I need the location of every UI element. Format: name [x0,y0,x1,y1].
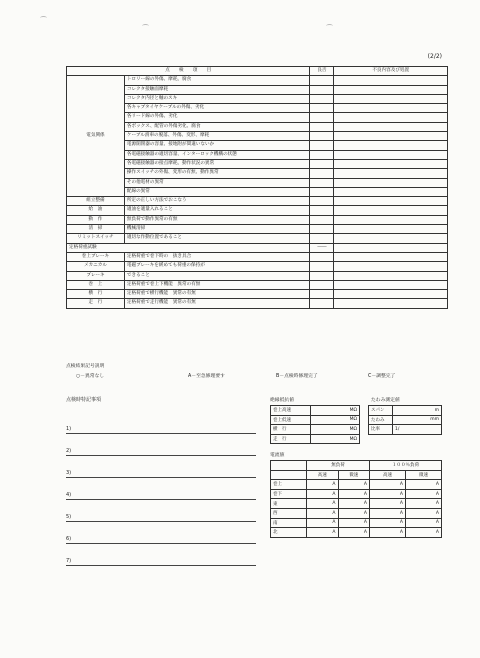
table-row [271,528,442,538]
current-cell[interactable]: A [338,518,370,528]
table-row [67,150,448,159]
detail-cell[interactable] [334,215,448,224]
good-cell[interactable] [310,225,334,234]
current-cell[interactable]: A [307,480,339,490]
table-row [67,85,448,94]
table-row [67,76,448,85]
deflection-label: スパン [369,406,393,416]
table-row [271,518,442,528]
table-row [271,415,360,425]
note-number: 4) [66,492,72,498]
good-cell[interactable] [310,159,334,168]
good-cell[interactable] [310,178,334,187]
detail-cell[interactable] [334,169,448,178]
good-cell[interactable] [310,262,334,271]
item-cell: 各電磁接触器の接点摩耗、動作状況の異常 [124,159,310,168]
table-row [67,141,448,150]
current-cell[interactable]: A [307,489,339,499]
current-cell[interactable]: A [406,499,442,509]
good-cell[interactable] [310,141,334,150]
table-row [67,113,448,122]
table-row [67,280,448,289]
detail-cell[interactable] [334,150,448,159]
detail-cell[interactable] [334,76,448,85]
header-detail: 不良内容及び処置 [334,67,448,76]
table-row [271,499,442,509]
good-cell[interactable] [310,215,334,224]
current-cell[interactable]: A [406,508,442,518]
good-cell[interactable] [310,290,334,299]
table-row [67,290,448,299]
table-row [271,406,360,416]
deflection-unit[interactable]: 1/ [393,425,442,435]
deflection-unit[interactable]: m [393,406,442,416]
table-row [67,104,448,113]
table-row [271,489,442,499]
current-cell[interactable]: A [338,528,370,538]
note-number: 6) [66,536,72,542]
current-cell[interactable]: A [370,499,406,509]
good-cell[interactable] [310,150,334,159]
good-cell[interactable] [310,299,334,308]
detail-cell[interactable] [334,252,448,261]
item-cell: トロリー線の外傷、摩耗、腐食 [124,76,310,85]
load-test-mark: ―― [310,243,334,252]
deflection-unit[interactable]: mm [393,415,442,425]
current-label: 西 [271,508,307,518]
detail-cell[interactable] [334,290,448,299]
detail-cell[interactable] [334,234,448,243]
table-row [67,262,448,271]
legend-item: B－点検時修理完了 [276,374,318,379]
detail-cell[interactable] [334,206,448,215]
detail-cell[interactable] [334,113,448,122]
special-notes-list [66,412,256,566]
table-row [271,508,442,518]
current-cell[interactable]: A [370,489,406,499]
insulation-label: 巻上低速 [271,415,311,425]
note-line[interactable] [66,456,256,478]
legend-title: 点検結果記号説明 [66,364,105,369]
table-row [369,406,442,416]
detail-cell[interactable] [334,280,448,289]
detail-cell[interactable] [334,271,448,280]
item-cell: 各ボックス、配管の外傷劣化、腐食 [124,122,310,131]
page-number: (2/2) [427,53,442,60]
detail-cell[interactable] [334,132,448,141]
table-row [67,159,448,168]
punch-hole-mark [142,24,149,28]
current-label: 巻上 [271,480,307,490]
deflection-title: たわみ測定値 [371,398,400,403]
category-cell: 組立整備 [67,197,125,206]
current-cell[interactable]: A [338,480,370,490]
good-cell[interactable] [310,122,334,131]
detail-cell[interactable] [334,141,448,150]
note-line[interactable] [66,500,256,522]
deflection-label: 比率 [369,425,393,435]
insulation-label: 走 行 [271,434,311,444]
detail-cell[interactable] [334,178,448,187]
item-cell: 各キャブタイヤケーブルの外傷、劣化 [124,104,310,113]
deflection-table [368,405,442,435]
category-cell: リミットスイッチ [67,234,125,243]
sub-header: 高速 [370,470,406,480]
note-number: 1) [66,426,72,432]
item-cell: 適切な作動位置であること [124,234,310,243]
load-test-title: 定格荷重試験 [67,243,310,252]
table-row [67,94,448,103]
table-row [67,132,448,141]
current-cell[interactable]: A [307,518,339,528]
current-label: 北 [271,528,307,538]
detail-cell[interactable] [334,122,448,131]
current-cell[interactable]: A [338,489,370,499]
item-cell: 適油を適量入れること [124,206,310,215]
special-notes-title: 点検時特記事項 [66,397,102,403]
insulation-unit[interactable]: MΩ [311,434,360,444]
current-label: 巻下 [271,489,307,499]
category-cell: ブレーキ [67,271,125,280]
detail-cell[interactable] [334,243,448,252]
category-cell: 走 行 [67,299,125,308]
category-electrical: 電気関係 [67,76,125,197]
table-header-row [271,461,442,471]
punch-hole-mark [326,24,333,28]
table-row [67,169,448,178]
item-cell: コレクタ接触面摩耗 [124,85,310,94]
table-row [369,425,442,435]
note-line[interactable] [66,434,256,456]
category-cell: 清 掃 [67,225,125,234]
good-cell[interactable] [310,271,334,280]
note-line[interactable] [66,544,256,566]
current-title: 電流値 [270,453,285,458]
category-cell: 横 行 [67,290,125,299]
good-cell[interactable] [310,104,334,113]
item-cell: 定格荷重で巻下時の 抜き具合 [124,252,310,261]
current-cell[interactable]: A [307,528,339,538]
item-cell: 機械清掃 [124,225,310,234]
current-label: 南 [271,518,307,528]
current-cell[interactable]: A [338,508,370,518]
detail-cell[interactable] [334,299,448,308]
table-row [271,480,442,490]
current-label: 東 [271,499,307,509]
detail-cell[interactable] [334,225,448,234]
detail-cell[interactable] [334,197,448,206]
insulation-table [270,405,360,444]
item-cell: 無負荷で動作異常の有無 [124,215,310,224]
table-row [67,252,448,261]
good-cell[interactable] [310,94,334,103]
category-cell: 給 油 [67,206,125,215]
group-header: 無負荷 [307,461,370,471]
item-cell: 定格荷重で走行機能 異常の有無 [124,299,310,308]
insulation-unit[interactable]: MΩ [311,406,360,416]
item-cell: 定格荷重で巻上下機能 異常の有無 [124,280,310,289]
item-cell: 配線の異常 [124,187,310,196]
item-cell: 各電磁接触器の適切容量、インターロック機構の状態 [124,150,310,159]
header-good: 良否 [310,67,334,76]
table-row [67,122,448,131]
item-cell: 電磁ブレーキを緩めても荷重の保持が [124,262,310,271]
current-cell[interactable]: A [307,508,339,518]
note-line[interactable] [66,478,256,500]
table-row [67,197,448,206]
deflection-label: たわみ [369,415,393,425]
category-cell: メカニカル [67,262,125,271]
sub-header: 微速 [338,470,370,480]
detail-cell[interactable] [334,104,448,113]
load-test-row [67,243,448,252]
item-cell: ケーブル滑車の脱落、外傷、変形、摩耗 [124,132,310,141]
category-cell: 巻 上 [67,280,125,289]
current-cell[interactable]: A [338,499,370,509]
table-row [369,415,442,425]
item-cell: 各リード線の外傷、劣化 [124,113,310,122]
header-item: 点 検 項 目 [67,67,310,76]
sub-header: 微速 [406,470,442,480]
blank-cell [271,470,307,480]
item-cell: 所定の正しい方法でおこなう [124,197,310,206]
current-cell[interactable]: A [307,499,339,509]
good-cell[interactable] [310,169,334,178]
table-row [67,234,448,243]
good-cell[interactable] [310,187,334,196]
good-cell[interactable] [310,252,334,261]
current-cell[interactable]: A [406,528,442,538]
good-cell[interactable] [310,85,334,94]
current-cell[interactable]: A [370,528,406,538]
current-cell[interactable]: A [406,480,442,490]
current-cell[interactable]: A [406,489,442,499]
category-cell: 動 作 [67,215,125,224]
item-cell: 操作スイッチの外傷、変形の有無、動作異常 [124,169,310,178]
current-cell[interactable]: A [370,518,406,528]
good-cell[interactable] [310,280,334,289]
table-header-row [271,470,442,480]
table-row [67,271,448,280]
legend-item: ○－異常なし [76,374,105,379]
category-cell: 巻上ブレーキ [67,252,125,261]
table-row [271,425,360,435]
item-cell: 定格荷重で横行機能 異常の有無 [124,290,310,299]
note-line[interactable] [66,522,256,544]
insulation-label: 横 行 [271,425,311,435]
blank-cell [271,461,307,471]
detail-cell[interactable] [334,85,448,94]
legend-item: C－調整完了 [368,374,396,379]
good-cell[interactable] [310,234,334,243]
current-table [270,460,442,538]
item-cell: コレクタ内径と軸のスキ [124,94,310,103]
table-row [67,178,448,187]
inspection-table [66,66,448,309]
detail-cell[interactable] [334,159,448,168]
current-cell[interactable]: A [406,518,442,528]
current-cell[interactable]: A [370,480,406,490]
good-cell[interactable] [310,113,334,122]
note-number: 3) [66,470,72,476]
table-row [67,187,448,196]
detail-cell[interactable] [334,94,448,103]
group-header: １００％負荷 [370,461,442,471]
item-cell: できること [124,271,310,280]
note-number: 5) [66,514,72,520]
detail-cell[interactable] [334,187,448,196]
item-cell: その他電材の異常 [124,178,310,187]
insulation-unit[interactable]: MΩ [311,425,360,435]
note-number: 2) [66,448,72,454]
sub-header: 高速 [307,470,339,480]
insulation-unit[interactable]: MΩ [311,415,360,425]
table-row [67,225,448,234]
current-cell[interactable]: A [370,508,406,518]
detail-cell[interactable] [334,262,448,271]
insulation-title: 絶縁抵抗値 [270,398,294,403]
table-row [67,299,448,308]
table-row [67,215,448,224]
legend-item: A－至急修理要す [188,374,225,379]
note-number: 7) [66,558,72,564]
note-line[interactable] [66,412,256,434]
good-cell[interactable] [310,76,334,85]
good-cell[interactable] [310,132,334,141]
good-cell[interactable] [310,206,334,215]
table-row [67,206,448,215]
item-cell: 電源開閉器の容量、接地附が間違いないか [124,141,310,150]
table-row [271,434,360,444]
good-cell[interactable] [310,197,334,206]
punch-hole-mark [40,16,47,20]
table-header-row [67,67,448,76]
insulation-label: 巻上高速 [271,406,311,416]
